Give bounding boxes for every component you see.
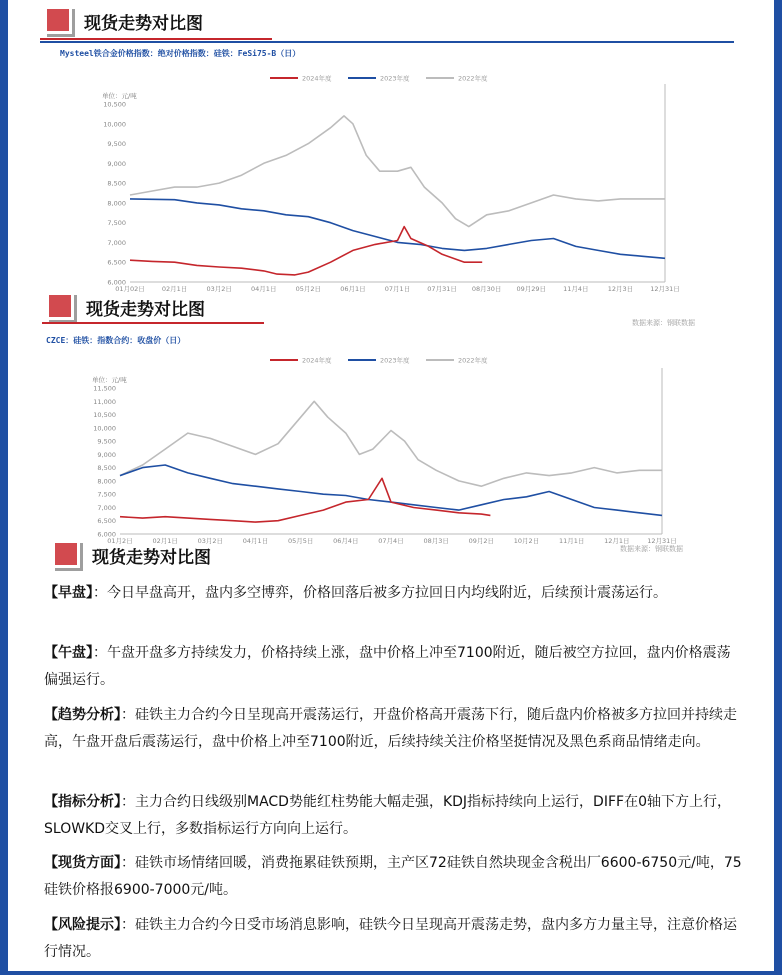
y-tick-label: 11,000 <box>93 397 116 406</box>
series-line-2023年度 <box>120 465 662 515</box>
bottom-border <box>0 971 782 975</box>
y-tick-label: 10,500 <box>93 411 116 420</box>
y-tick-label: 10,000 <box>103 120 126 129</box>
red-square-icon <box>44 6 72 34</box>
price-line-chart-1 <box>40 62 700 302</box>
paragraph-morning <box>44 580 744 607</box>
x-tick-label: 03月2日 <box>206 285 232 293</box>
x-tick-label: 12月1日 <box>604 537 630 545</box>
paragraph-text: ：硅铁主力合约今日呈现高开震荡运行，开盘价格高开震荡下行，随后盘内价格被多方拉回并持续走高，午盘开盘后震荡运行，盘中价格上冲至7100附近，后续持续关注价格坚挺情况及黑色系商品情绪走向。 <box>44 707 737 750</box>
x-tick-label: 12月3日 <box>607 285 634 293</box>
legend-label: 2023年度 <box>380 74 410 83</box>
y-tick-label: 9,000 <box>97 450 116 459</box>
y-tick-label: 9,500 <box>107 140 126 149</box>
x-tick-label: 05月5日 <box>287 537 314 545</box>
y-tick-label: 9,000 <box>107 159 126 168</box>
legend-label: 2022年度 <box>458 356 488 365</box>
x-tick-label: 04月1日 <box>251 285 277 293</box>
y-tick-label: 6,500 <box>107 258 126 267</box>
x-tick-label: 05月2日 <box>295 285 322 293</box>
x-tick-label: 08月3日 <box>423 537 449 545</box>
y-tick-label: 10,500 <box>103 100 126 109</box>
x-tick-label: 09月29日 <box>516 285 547 293</box>
series-line-2022年度 <box>120 401 662 486</box>
x-tick-label: 01月2日 <box>107 537 133 545</box>
section-header-1 <box>44 6 364 40</box>
paragraph-label: 【指标分析】 <box>44 794 121 810</box>
y-tick-label: 11,500 <box>93 384 116 393</box>
y-tick-label: 7,000 <box>107 238 126 247</box>
y-tick-label: 8,000 <box>97 477 116 486</box>
y-tick-label: 9,500 <box>97 437 116 446</box>
y-tick-label: 8,500 <box>107 179 126 188</box>
y-tick-label: 6,500 <box>97 517 116 526</box>
paragraph-text: ：今日早盘高开，盘内多空博弈，价格回落后被多方拉回日内均线附近，后续预计震荡运行。 <box>93 585 667 601</box>
x-tick-label: 09月2日 <box>468 537 495 545</box>
x-tick-label: 07月1日 <box>384 285 411 293</box>
x-tick-label: 02月1日 <box>161 285 188 293</box>
legend-label: 2023年度 <box>380 356 410 365</box>
header-rule-red <box>40 38 272 40</box>
x-tick-label: 07月4日 <box>378 537 404 545</box>
chart-subtitle: CZCE：硅铁：指数合约：收盘价（日） <box>46 336 186 345</box>
paragraph-label: 【现货方面】 <box>44 855 121 871</box>
series-line-2024年度 <box>120 478 490 522</box>
x-tick-label: 10月2日 <box>513 537 540 545</box>
x-tick-label: 03月2日 <box>197 537 224 545</box>
y-axis-unit: 单位：元/吨 <box>102 92 137 100</box>
chart-subtitle: Mysteel铁合金价格指数：绝对价格指数：硅铁：FeSi75-B（日） <box>60 49 301 58</box>
paragraph-afternoon <box>44 640 744 694</box>
x-tick-label: 06月4日 <box>333 537 359 545</box>
paragraph-label: 【风险提示】 <box>44 917 121 933</box>
paragraph-indicator-analysis <box>44 789 744 843</box>
left-border <box>0 0 8 975</box>
y-axis-unit: 单位：元/吨 <box>92 376 127 384</box>
paragraph-text: ：硅铁市场情绪回暖，消费拖累硅铁预期，主产区72硅铁自然块现金含税出厂6600-6750元/吨，75硅铁价格报6900-7000元/吨。 <box>44 855 742 898</box>
paragraph-label: 【早盘】 <box>44 585 93 601</box>
y-tick-label: 10,000 <box>93 424 116 433</box>
header-rule-red <box>42 322 264 324</box>
x-tick-label: 08月30日 <box>471 285 502 293</box>
paragraph-text: ：主力合约日线级别MACD势能红柱势能大幅走强，KDJ指标持续向上运行，DIFF在0轴下方上行，SLOWKD交叉上行，多数指标运行方向向上运行。 <box>44 794 731 837</box>
paragraph-text: ：硅铁主力合约今日受市场消息影响，硅铁今日呈现高开震荡走势，盘内多方力量主导，注意价格运行情况。 <box>44 917 737 960</box>
price-line-chart-2 <box>40 350 700 550</box>
y-tick-label: 6,000 <box>107 278 126 287</box>
x-tick-label: 06月1日 <box>340 285 366 293</box>
x-tick-label: 04月1日 <box>242 537 269 545</box>
x-tick-label: 11月1日 <box>558 537 585 545</box>
right-border <box>774 0 782 975</box>
y-tick-label: 7,500 <box>107 219 126 228</box>
y-tick-label: 8,500 <box>97 464 116 473</box>
section-title: 现货走势对比图 <box>86 300 205 320</box>
series-line-2023年度 <box>130 199 665 258</box>
x-tick-label: 07月31日 <box>427 285 457 293</box>
chart-source: 数据来源：钢联数据 <box>632 319 695 327</box>
series-line-2022年度 <box>130 116 665 227</box>
section-header-3 <box>52 540 372 574</box>
red-square-icon <box>52 540 80 568</box>
x-tick-label: 12月31日 <box>647 537 677 545</box>
legend-label: 2022年度 <box>458 74 488 83</box>
x-tick-label: 11月4日 <box>563 285 589 293</box>
y-tick-label: 6,000 <box>97 530 116 539</box>
section-title: 现货走势对比图 <box>84 14 203 34</box>
paragraph-text: ：午盘开盘多方持续发力，价格持续上涨，盘中价格上冲至7100附近，随后被空方拉回，盘内价格震荡偏强运行。 <box>44 645 731 688</box>
section-title: 现货走势对比图 <box>92 548 211 568</box>
y-tick-label: 8,000 <box>107 199 126 208</box>
series-line-2024年度 <box>130 227 482 275</box>
paragraph-risk-warning <box>44 912 744 966</box>
legend-label: 2024年度 <box>302 74 332 83</box>
paragraph-trend-analysis <box>44 702 744 756</box>
y-tick-label: 7,000 <box>97 503 116 512</box>
x-tick-label: 01月02日 <box>115 285 145 293</box>
y-tick-label: 7,500 <box>97 490 116 499</box>
red-square-icon <box>46 292 74 320</box>
legend-label: 2024年度 <box>302 356 332 365</box>
header-rule-blue <box>40 41 734 43</box>
paragraph-label: 【趋势分析】 <box>44 707 121 723</box>
x-tick-label: 12月31日 <box>650 285 680 293</box>
section-header-2 <box>46 292 366 326</box>
x-tick-label: 02月1日 <box>152 537 178 545</box>
paragraph-spot-market <box>44 850 744 904</box>
paragraph-label: 【午盘】 <box>44 645 93 661</box>
chart-source: 数据来源：钢联数据 <box>620 545 683 553</box>
